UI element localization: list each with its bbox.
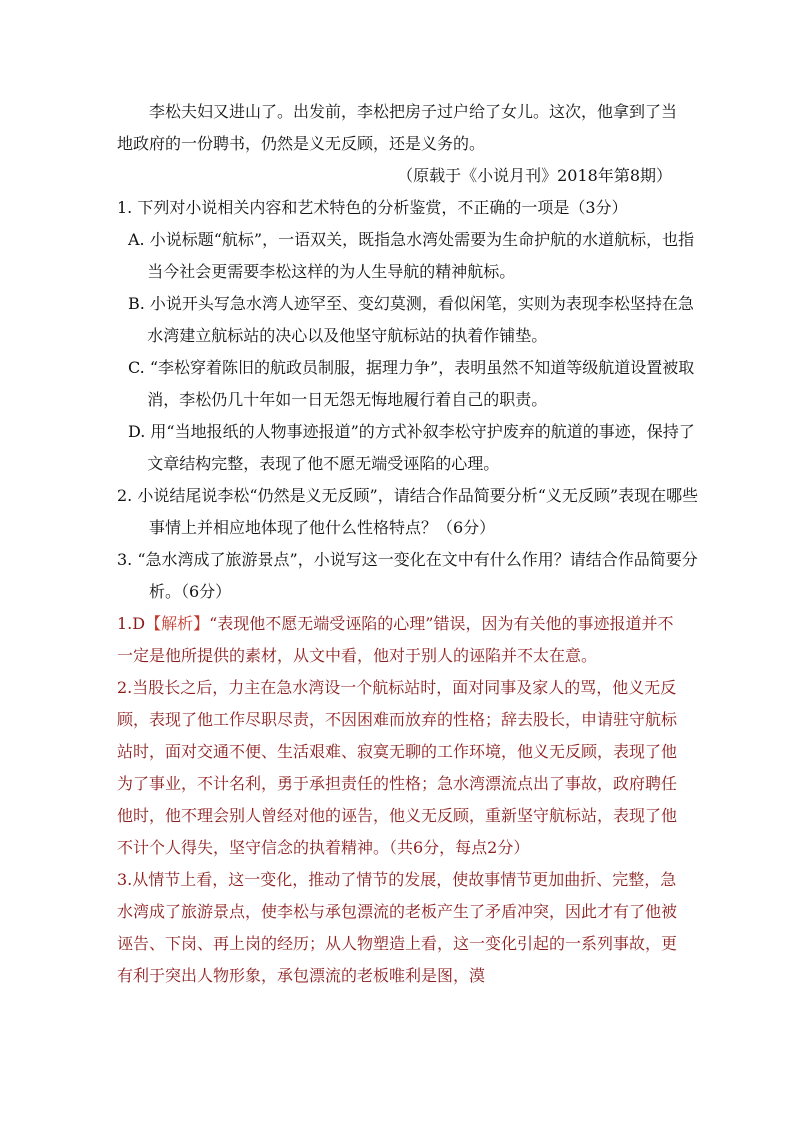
question-1-stem: 1. 下列对小说相关内容和艺术特色的分析鉴赏，不正确的一项是（3分） <box>117 198 628 217</box>
answer-2: 2.当股长之后，力主在急水湾设一个航标站时，面对同事及家人的骂，他义无反顾，表现了他工作尽职尽责，不因困难而放弃的性格；辞去股长，申请驻守航标站时，面对交通不便、生活艰难、寂寞无聊的工作环境，他义无反顾，表现了他为了事业，不计名利，勇于承担责任的性格；急水湾漂流点出了事故，政府聘任他时，他不理会别人曾经对他的诬告，他义无反顾，重新坚守航标站，表现了他不计个人得失，坚守信念的执着精神。（共6分，每点2分） <box>117 678 678 857</box>
story-ending-paragraph: 李松夫妇又进山了。出发前，李松把房子过户给了女儿。这次，他拿到了当地政府的一份聘书，仍然是义无反顾，还是义务的。 <box>117 102 678 153</box>
answer-1-text: “表现他不愿无端受诬陷的心理”错误，因为有关他的事迹报道并不一定是他所提供的素材，从文中看，他对于别人的诬陷并不太在意。 <box>117 614 674 665</box>
question-1-option-d: D. 用“当地报纸的人物事迹报道”的方式补叙李松守护废弃的航道的事迹，保持了文章结构完整，表现了他不愿无端受诬陷的心理。 <box>128 422 695 473</box>
question-2-stem: 2. 小说结尾说李松“仍然是义无反顾”，请结合作品简要分析“义无反顾”表现在哪些事情上并相应地体现了他什么性格特点？（6分） <box>117 486 699 537</box>
analysis-tag: 【解析】 <box>145 614 210 633</box>
question-1-option-a: A. 小说标题“航标”，一语双关，既指急水湾处需要为生命护航的水道航标，也指当今社会更需要李松这样的为人生导航的精神航标。 <box>128 230 695 281</box>
question-3-stem: 3. “急水湾成了旅游景点”，小说写这一变化在文中有什么作用？请结合作品简要分析。（6分） <box>117 550 698 601</box>
answer-1-prefix: 1.D <box>117 614 146 633</box>
answer-3: 3.从情节上看，这一变化，推动了情节的发展，使故事情节更加曲折、完整，急水湾成了旅游景点，使李松与承包漂流的老板产生了矛盾冲突，因此才有了他被诬告、下岗、再上岗的经历；从人物塑造上看，这一变化引起的一系列事故，更有利于突出人物形象，承包漂流的老板唯利是图，漠 <box>117 870 678 985</box>
answer-1 <box>117 608 677 672</box>
question-1-option-c: C. “李松穿着陈旧的航政员制服，据理力争”，表明虽然不知道等级航道设置被取消，李松仍几十年如一日无怨无悔地履行着自己的职责。 <box>128 358 695 409</box>
question-1-option-b: B. 小说开头写急水湾人迹罕至、变幻莫测，看似闲笔，实则为表现李松坚持在急水湾建立航标站的决心以及他坚守航标站的执着作铺垫。 <box>128 294 694 345</box>
source-citation: （原载于《小说月刊》2018年第8期） <box>397 166 672 185</box>
